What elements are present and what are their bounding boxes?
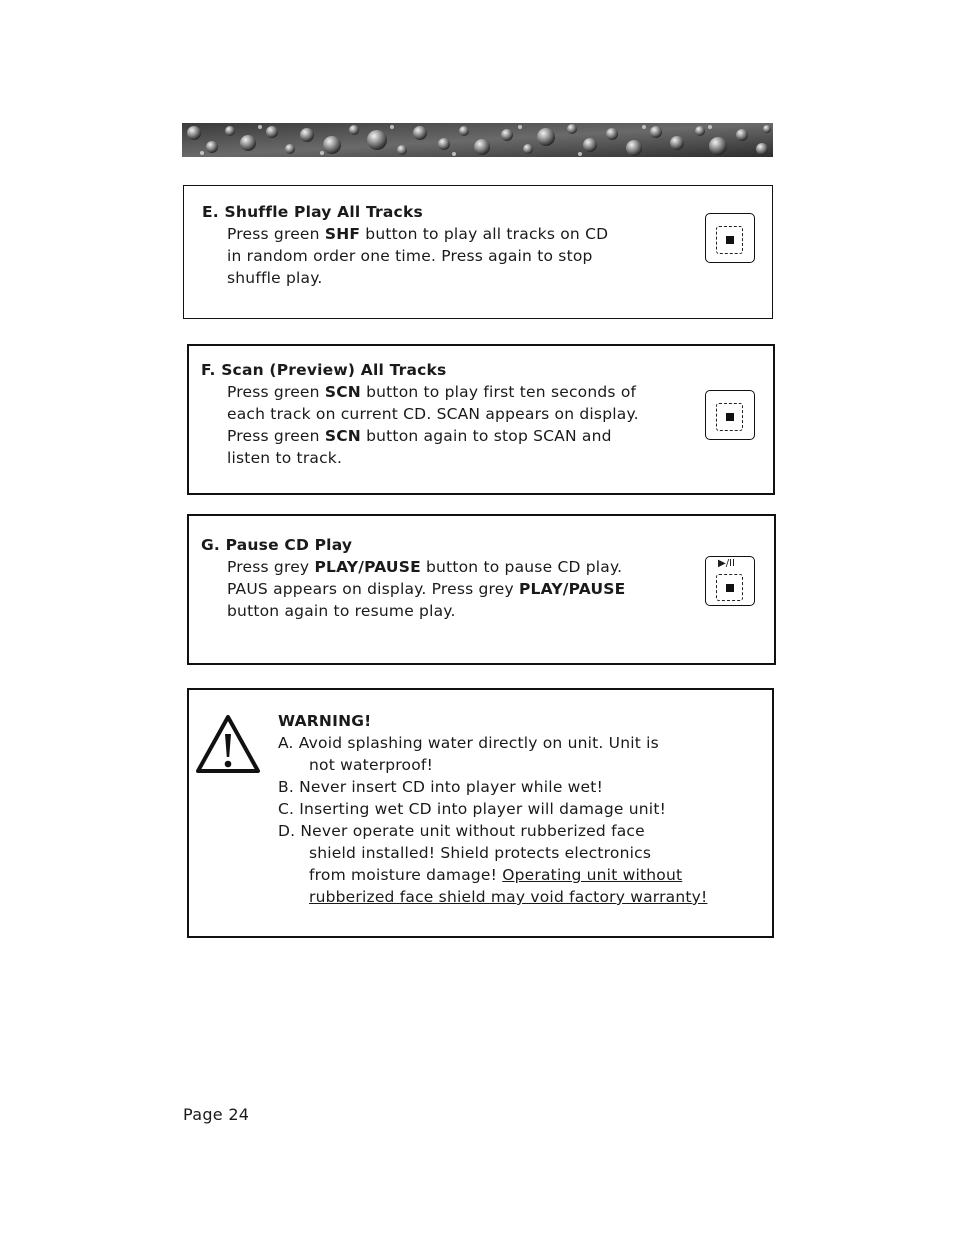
section-g-line-1-pre: Press grey	[227, 558, 315, 576]
warning-item-a-1: A. Avoid splashing water directly on unit. Unit is	[278, 734, 659, 752]
warranty-note-2: rubberized face shield may void factory warranty!	[309, 888, 708, 906]
stop-button-icon	[705, 213, 755, 263]
section-g-line-3: button again to resume play.	[227, 602, 456, 620]
section-g-line-1	[201, 556, 625, 578]
warning-title: WARNING!	[278, 712, 372, 730]
shf-button-label: SHF	[324, 225, 361, 243]
section-f-line-3	[201, 425, 639, 447]
warning-item-d-3-pre: from moisture damage!	[309, 866, 503, 884]
section-e-line-1-pre: Press green	[227, 225, 325, 243]
dashed-frame-icon	[716, 403, 743, 431]
section-f-line-1-post: button to play first ten seconds of	[360, 383, 637, 401]
stop-square-icon	[726, 236, 734, 244]
section-e-text	[202, 201, 608, 289]
section-g-text	[201, 534, 625, 622]
dashed-frame-icon	[716, 574, 743, 601]
section-f-text	[201, 359, 639, 469]
section-g-heading: G. Pause CD Play	[201, 536, 353, 554]
warranty-note-1: Operating unit without	[502, 866, 683, 884]
section-e-line-2: in random order one time. Press again to stop	[227, 247, 593, 265]
section-f-heading: F. Scan (Preview) All Tracks	[201, 361, 447, 379]
stop-button-icon	[705, 390, 755, 440]
water-droplet-banner-image	[182, 123, 773, 157]
warning-item-d-2: shield installed! Shield protects electronics	[309, 844, 652, 862]
dashed-frame-icon	[716, 226, 743, 254]
section-e-line-1	[202, 223, 608, 245]
warning-item-a-2: not waterproof!	[309, 756, 433, 774]
stop-square-icon	[726, 413, 734, 421]
play-pause-button-icon	[705, 556, 755, 606]
section-g-line-2	[201, 578, 625, 600]
play-pause-button-label: PLAY/PAUSE	[314, 558, 421, 576]
header-banner	[182, 123, 773, 157]
warning-item-c: C. Inserting wet CD into player will damage unit!	[278, 800, 667, 818]
warning-triangle-icon	[195, 714, 261, 778]
play-pause-button-label-2: PLAY/PAUSE	[519, 580, 626, 598]
warning-item-d-3	[278, 864, 707, 886]
section-f-line-3-pre: Press green	[227, 427, 325, 445]
section-e-line-3: shuffle play.	[227, 269, 323, 287]
section-e-heading: E. Shuffle Play All Tracks	[202, 203, 423, 221]
play-pause-glyph: ▶/II	[718, 558, 735, 569]
stop-square-icon	[726, 584, 734, 592]
section-f-line-2: each track on current CD. SCAN appears on display.	[227, 405, 639, 423]
warning-item-b: B. Never insert CD into player while wet!	[278, 778, 603, 796]
section-f-line-1-pre: Press green	[227, 383, 325, 401]
warning-text	[278, 710, 707, 908]
warning-item-d-4	[278, 886, 707, 908]
section-e-line-1-post: button to play all tracks on CD	[360, 225, 609, 243]
section-f-line-4: listen to track.	[227, 449, 343, 467]
section-f-line-3-post: button again to stop SCAN and	[360, 427, 612, 445]
scn-button-label: SCN	[324, 383, 361, 401]
scn-button-label-2: SCN	[324, 427, 361, 445]
section-g-line-1-post: button to pause CD play.	[420, 558, 623, 576]
section-f-line-1	[201, 381, 639, 403]
warning-item-d-1: D. Never operate unit without rubberized face	[278, 822, 645, 840]
page-number: Page 24	[183, 1105, 250, 1124]
section-g-line-2-pre: PAUS appears on display. Press grey	[227, 580, 519, 598]
